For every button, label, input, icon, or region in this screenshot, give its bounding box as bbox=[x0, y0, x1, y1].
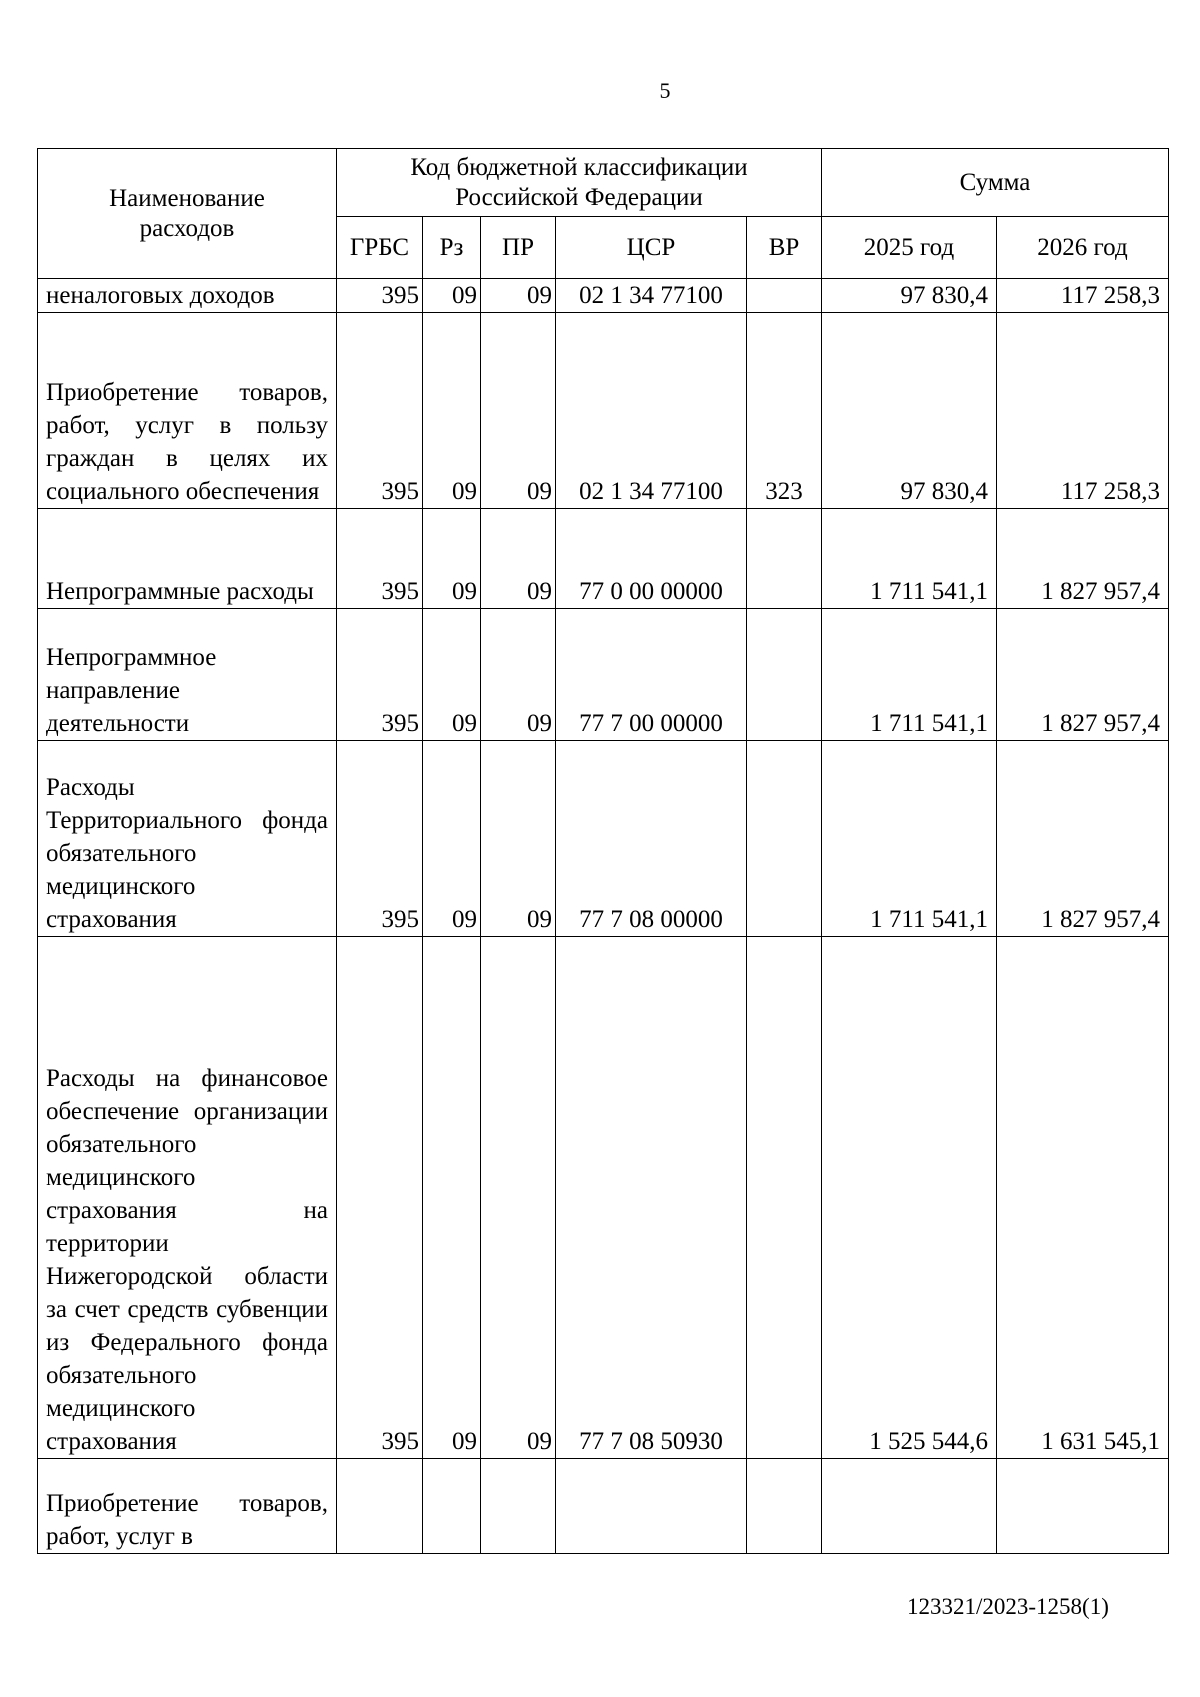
row-sum-2025: 1 711 541,1 bbox=[822, 509, 997, 609]
header-code-group: Код бюджетной классификации Российской Федерации bbox=[337, 149, 822, 217]
row-grbs bbox=[337, 1459, 423, 1554]
row-vr: 323 bbox=[747, 313, 822, 509]
header-vr: ВР bbox=[747, 217, 822, 279]
row-vr bbox=[747, 509, 822, 609]
row-csr: 77 7 08 50930 bbox=[556, 937, 747, 1459]
row-sum-2025 bbox=[822, 1459, 997, 1554]
row-vr bbox=[747, 279, 822, 313]
row-pr: 09 bbox=[481, 279, 556, 313]
row-pr: 09 bbox=[481, 937, 556, 1459]
row-name: Непрограммные расходы bbox=[38, 509, 337, 609]
row-grbs: 395 bbox=[337, 937, 423, 1459]
row-csr: 77 7 00 00000 bbox=[556, 609, 747, 741]
row-sum-2026: 1 827 957,4 bbox=[997, 609, 1169, 741]
row-rz: 09 bbox=[423, 937, 481, 1459]
header-csr: ЦСР bbox=[556, 217, 747, 279]
row-grbs: 395 bbox=[337, 313, 423, 509]
header-year-2025: 2025 год bbox=[822, 217, 997, 279]
table-row bbox=[38, 937, 1169, 1459]
row-rz: 09 bbox=[423, 313, 481, 509]
header-name: Наименование расходов bbox=[38, 149, 337, 279]
header-sum-group: Сумма bbox=[822, 149, 1169, 217]
row-sum-2025: 1 711 541,1 bbox=[822, 609, 997, 741]
row-rz: 09 bbox=[423, 741, 481, 937]
row-sum-2026: 117 258,3 bbox=[997, 279, 1169, 313]
row-vr bbox=[747, 1459, 822, 1554]
row-name: Приобретение товаров, работ, услуг в bbox=[38, 1459, 337, 1554]
table-row bbox=[38, 509, 1169, 609]
table-row bbox=[38, 279, 1169, 313]
row-name: Приобретение товаров, работ, услуг в пользу граждан в целях их социального обеспечения bbox=[38, 313, 337, 509]
row-name: неналоговых доходов bbox=[38, 279, 337, 313]
row-csr bbox=[556, 1459, 747, 1554]
row-csr: 02 1 34 77100 bbox=[556, 313, 747, 509]
row-sum-2025: 1 711 541,1 bbox=[822, 741, 997, 937]
row-sum-2026 bbox=[997, 1459, 1169, 1554]
row-grbs: 395 bbox=[337, 509, 423, 609]
row-sum-2025: 97 830,4 bbox=[822, 313, 997, 509]
row-rz: 09 bbox=[423, 609, 481, 741]
row-pr bbox=[481, 1459, 556, 1554]
row-rz bbox=[423, 1459, 481, 1554]
row-grbs: 395 bbox=[337, 279, 423, 313]
row-csr: 77 7 08 00000 bbox=[556, 741, 747, 937]
row-csr: 02 1 34 77100 bbox=[556, 279, 747, 313]
header-year-2026: 2026 год bbox=[997, 217, 1169, 279]
expenses-table bbox=[37, 148, 1169, 1554]
row-pr: 09 bbox=[481, 509, 556, 609]
row-pr: 09 bbox=[481, 741, 556, 937]
row-name: Непрограммное направление деятельности bbox=[38, 609, 337, 741]
row-sum-2025: 1 525 544,6 bbox=[822, 937, 997, 1459]
header-rz: Рз bbox=[423, 217, 481, 279]
table-row bbox=[38, 741, 1169, 937]
row-sum-2026: 1 631 545,1 bbox=[997, 937, 1169, 1459]
row-name: Расходы на финансовое обеспечение организации обязательного медицинского страхования на территории Нижегородской области за счет средств субвенции из Федерального фонда обязательного медицинского страхования bbox=[38, 937, 337, 1459]
row-csr: 77 0 00 00000 bbox=[556, 509, 747, 609]
page-number: 5 bbox=[659, 78, 671, 103]
header-pr: ПР bbox=[481, 217, 556, 279]
row-pr: 09 bbox=[481, 609, 556, 741]
row-sum-2026: 117 258,3 bbox=[997, 313, 1169, 509]
table-row bbox=[38, 609, 1169, 741]
table-row bbox=[38, 1459, 1169, 1554]
row-vr bbox=[747, 609, 822, 741]
row-pr: 09 bbox=[481, 313, 556, 509]
row-rz: 09 bbox=[423, 509, 481, 609]
row-grbs: 395 bbox=[337, 741, 423, 937]
row-vr bbox=[747, 937, 822, 1459]
header-grbs: ГРБС bbox=[337, 217, 423, 279]
row-sum-2026: 1 827 957,4 bbox=[997, 741, 1169, 937]
row-vr bbox=[747, 741, 822, 937]
row-grbs: 395 bbox=[337, 609, 423, 741]
row-sum-2025: 97 830,4 bbox=[822, 279, 997, 313]
row-name: Расходы Территориального фонда обязательного медицинского страхования bbox=[38, 741, 337, 937]
row-sum-2026: 1 827 957,4 bbox=[997, 509, 1169, 609]
row-rz: 09 bbox=[423, 279, 481, 313]
document-registration-number: 123321/2023-1258(1) bbox=[907, 1594, 1109, 1619]
table-row bbox=[38, 313, 1169, 509]
